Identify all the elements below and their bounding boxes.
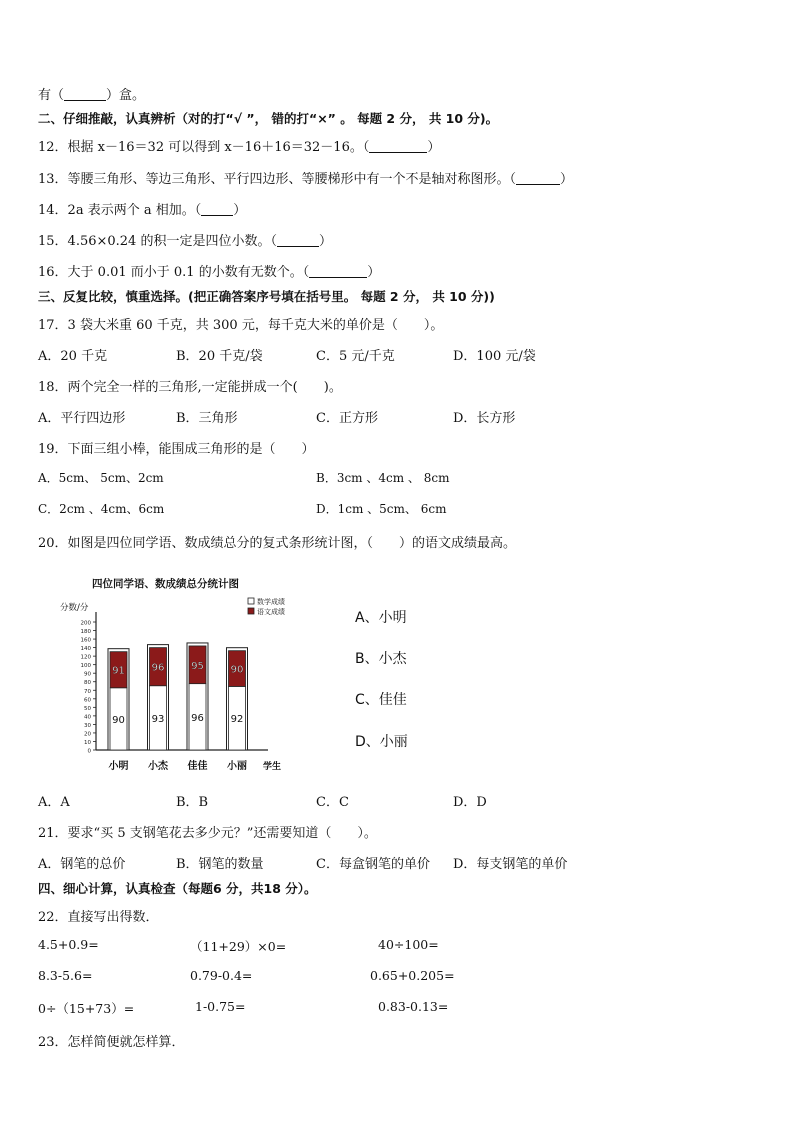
q19-option-a[interactable]: A．5cm、 5cm、2cm <box>38 471 164 485</box>
chart-y-tick-label: 200 <box>80 620 91 627</box>
question-22: 22．直接写出得数． <box>38 910 159 925</box>
q18-option-b[interactable]: B．三角形 <box>176 411 238 426</box>
chart-y-tick-label: 90 <box>84 671 91 678</box>
bar-chinese-label: 91 <box>112 665 125 677</box>
calc-item: 0.83-0.13= <box>378 999 449 1014</box>
question-18: 18．两个完全一样的三角形,一定能拼成一个( )。 <box>38 380 342 395</box>
q18-option-c[interactable]: C．正方形 <box>316 411 378 426</box>
chart-y-tick-label: 80 <box>84 680 91 687</box>
bar-chinese-label: 96 <box>151 662 165 674</box>
q20-option-b[interactable]: B．B <box>176 795 209 810</box>
question-14: 14．2a 表示两个 a 相加。（ ） <box>38 203 247 218</box>
calc-item: 40÷100= <box>378 937 439 952</box>
q17-option-a[interactable]: A．20 千克 <box>38 349 108 364</box>
top-fragment: 有（ ）盒。 <box>38 88 146 103</box>
chart-y-tick-label: 100 <box>80 663 91 670</box>
q18-option-d[interactable]: D．长方形 <box>453 411 516 426</box>
question-20: 20．如图是四位同学语、数成绩总分的复式条形统计图，（ ）的语文成绩最高。 <box>38 536 517 551</box>
q21-option-a[interactable]: A．钢笔的总价 <box>38 857 126 872</box>
chart-y-tick-label: 10 <box>84 739 91 746</box>
bar-math-label: 90 <box>112 714 125 726</box>
answer-blank[interactable] <box>309 265 367 278</box>
legend-label-math: 数学成绩 <box>257 598 285 606</box>
chart-y-tick-label: 160 <box>80 637 91 644</box>
chart-x-tick-label: 小明 <box>108 761 129 772</box>
question-16: 16．大于 0.01 而小于 0.1 的小数有无数个。（ ） <box>38 265 381 280</box>
answer-blank[interactable] <box>369 140 427 153</box>
q20-option-a[interactable]: A．A <box>38 795 70 810</box>
question-19: 19．下面三组小棒，能围成三角形的是（ ） <box>38 442 315 457</box>
q21-option-d[interactable]: D．每支钢笔的单价 <box>453 857 568 872</box>
q19-option-c[interactable]: C．2cm 、4cm、6cm <box>38 502 165 516</box>
chart-x-tick-label: 小杰 <box>148 761 168 772</box>
answer-blank[interactable] <box>516 172 560 185</box>
question-13: 13．等腰三角形、等边三角形、平行四边形、等腰梯形中有一个不是轴对称图形。（ ） <box>38 172 574 187</box>
chart-svg <box>58 572 298 782</box>
chart-y-tick-label: 50 <box>84 705 91 712</box>
calc-item: 4.5+0.9= <box>38 937 99 952</box>
q20-option-d[interactable]: D．D <box>453 795 487 810</box>
answer-blank[interactable] <box>201 203 233 216</box>
chart-y-tick-label: 140 <box>80 646 91 653</box>
chart-title: 四位同学语、数成绩总分统计图 <box>92 578 239 590</box>
chart-y-tick-label: 70 <box>84 688 91 695</box>
chart-x-tick-label: 小丽 <box>227 761 247 772</box>
q20-option-c[interactable]: C．C <box>316 795 349 810</box>
legend-swatch-math <box>248 598 254 604</box>
calc-item: 0.65+0.205= <box>370 968 455 983</box>
q20-choice-c: C、佳佳 <box>355 692 407 708</box>
q19-option-b[interactable]: B．3cm 、4cm 、 8cm <box>316 471 450 485</box>
chart-y-tick-label: 120 <box>80 654 91 661</box>
bar-chinese-label: 95 <box>191 660 204 672</box>
section-2-title: 二、仔细推敲，认真辨析（对的打“√ ”， 错的打“×” 。 每题 2 分， 共 10 分)。 <box>38 111 499 126</box>
q21-option-b[interactable]: B．钢笔的数量 <box>176 857 264 872</box>
question-21: 21．要求“买 5 支钢笔花去多少元？”还需要知道（ ）。 <box>38 826 377 841</box>
bar-math-label: 92 <box>230 714 244 726</box>
q20-choice-d: D、小丽 <box>355 734 408 750</box>
question-12: 12．根据 x－16＝32 可以得到 x－16＋16＝32－16。（ ） <box>38 140 441 155</box>
calc-item: 8.3-5.6= <box>38 968 93 983</box>
section-3-title: 三、反复比较，慎重选择。(把正确答案序号填在括号里。 每题 2 分， 共 10 分)) <box>38 289 495 304</box>
chart-y-tick-label: 20 <box>84 731 91 738</box>
q17-option-b[interactable]: B．20 千克/袋 <box>176 349 263 364</box>
q19-option-d[interactable]: D．1cm 、5cm、 6cm <box>316 502 447 516</box>
chart-y-tick-label: 30 <box>84 722 91 729</box>
bar-math-label: 93 <box>151 713 165 725</box>
calc-item: 1-0.75= <box>195 999 246 1014</box>
section-4-title: 四、细心计算，认真检查（每题6 分，共18 分）。 <box>38 881 317 896</box>
answer-blank[interactable] <box>277 234 319 247</box>
calc-item: 0.79-0.4= <box>190 968 253 983</box>
q20-choice-a: A、小明 <box>355 610 407 626</box>
calc-item: （11+29）×0= <box>190 939 287 954</box>
chart-y-tick-label: 60 <box>84 697 91 704</box>
calc-item: 0÷（15+73）= <box>38 1001 135 1016</box>
chart-ylabel: 分数/分 <box>60 603 89 613</box>
chart-y-tick-label: 180 <box>80 629 91 636</box>
q21-option-c[interactable]: C．每盒钢笔的单价 <box>316 857 430 872</box>
chart-xlabel: 学生 <box>263 762 282 772</box>
legend-swatch-chinese <box>248 608 254 614</box>
q17-option-c[interactable]: C．5 元/千克 <box>316 349 395 364</box>
chart-x-tick-label: 佳佳 <box>187 761 208 772</box>
q18-option-a[interactable]: A．平行四边形 <box>38 411 126 426</box>
q20-choice-b: B、小杰 <box>355 651 407 667</box>
question-23: 23．怎样简便就怎样算． <box>38 1035 185 1050</box>
legend-label-chinese: 语文成绩 <box>257 608 285 616</box>
bar-math-label: 96 <box>191 712 204 724</box>
stacked-bar-chart <box>58 572 298 782</box>
q17-option-d[interactable]: D．100 元/袋 <box>453 349 536 364</box>
chart-y-tick-label: 40 <box>84 714 91 721</box>
answer-blank[interactable] <box>64 88 106 101</box>
question-15: 15．4.56×0.24 的积一定是四位小数。（ ） <box>38 234 332 249</box>
chart-y-tick-label: 0 <box>87 748 91 755</box>
bar-chinese-label: 90 <box>230 664 244 676</box>
question-17: 17．3 袋大米重 60 千克，共 300 元，每千克大米的单价是（ ）。 <box>38 318 444 333</box>
